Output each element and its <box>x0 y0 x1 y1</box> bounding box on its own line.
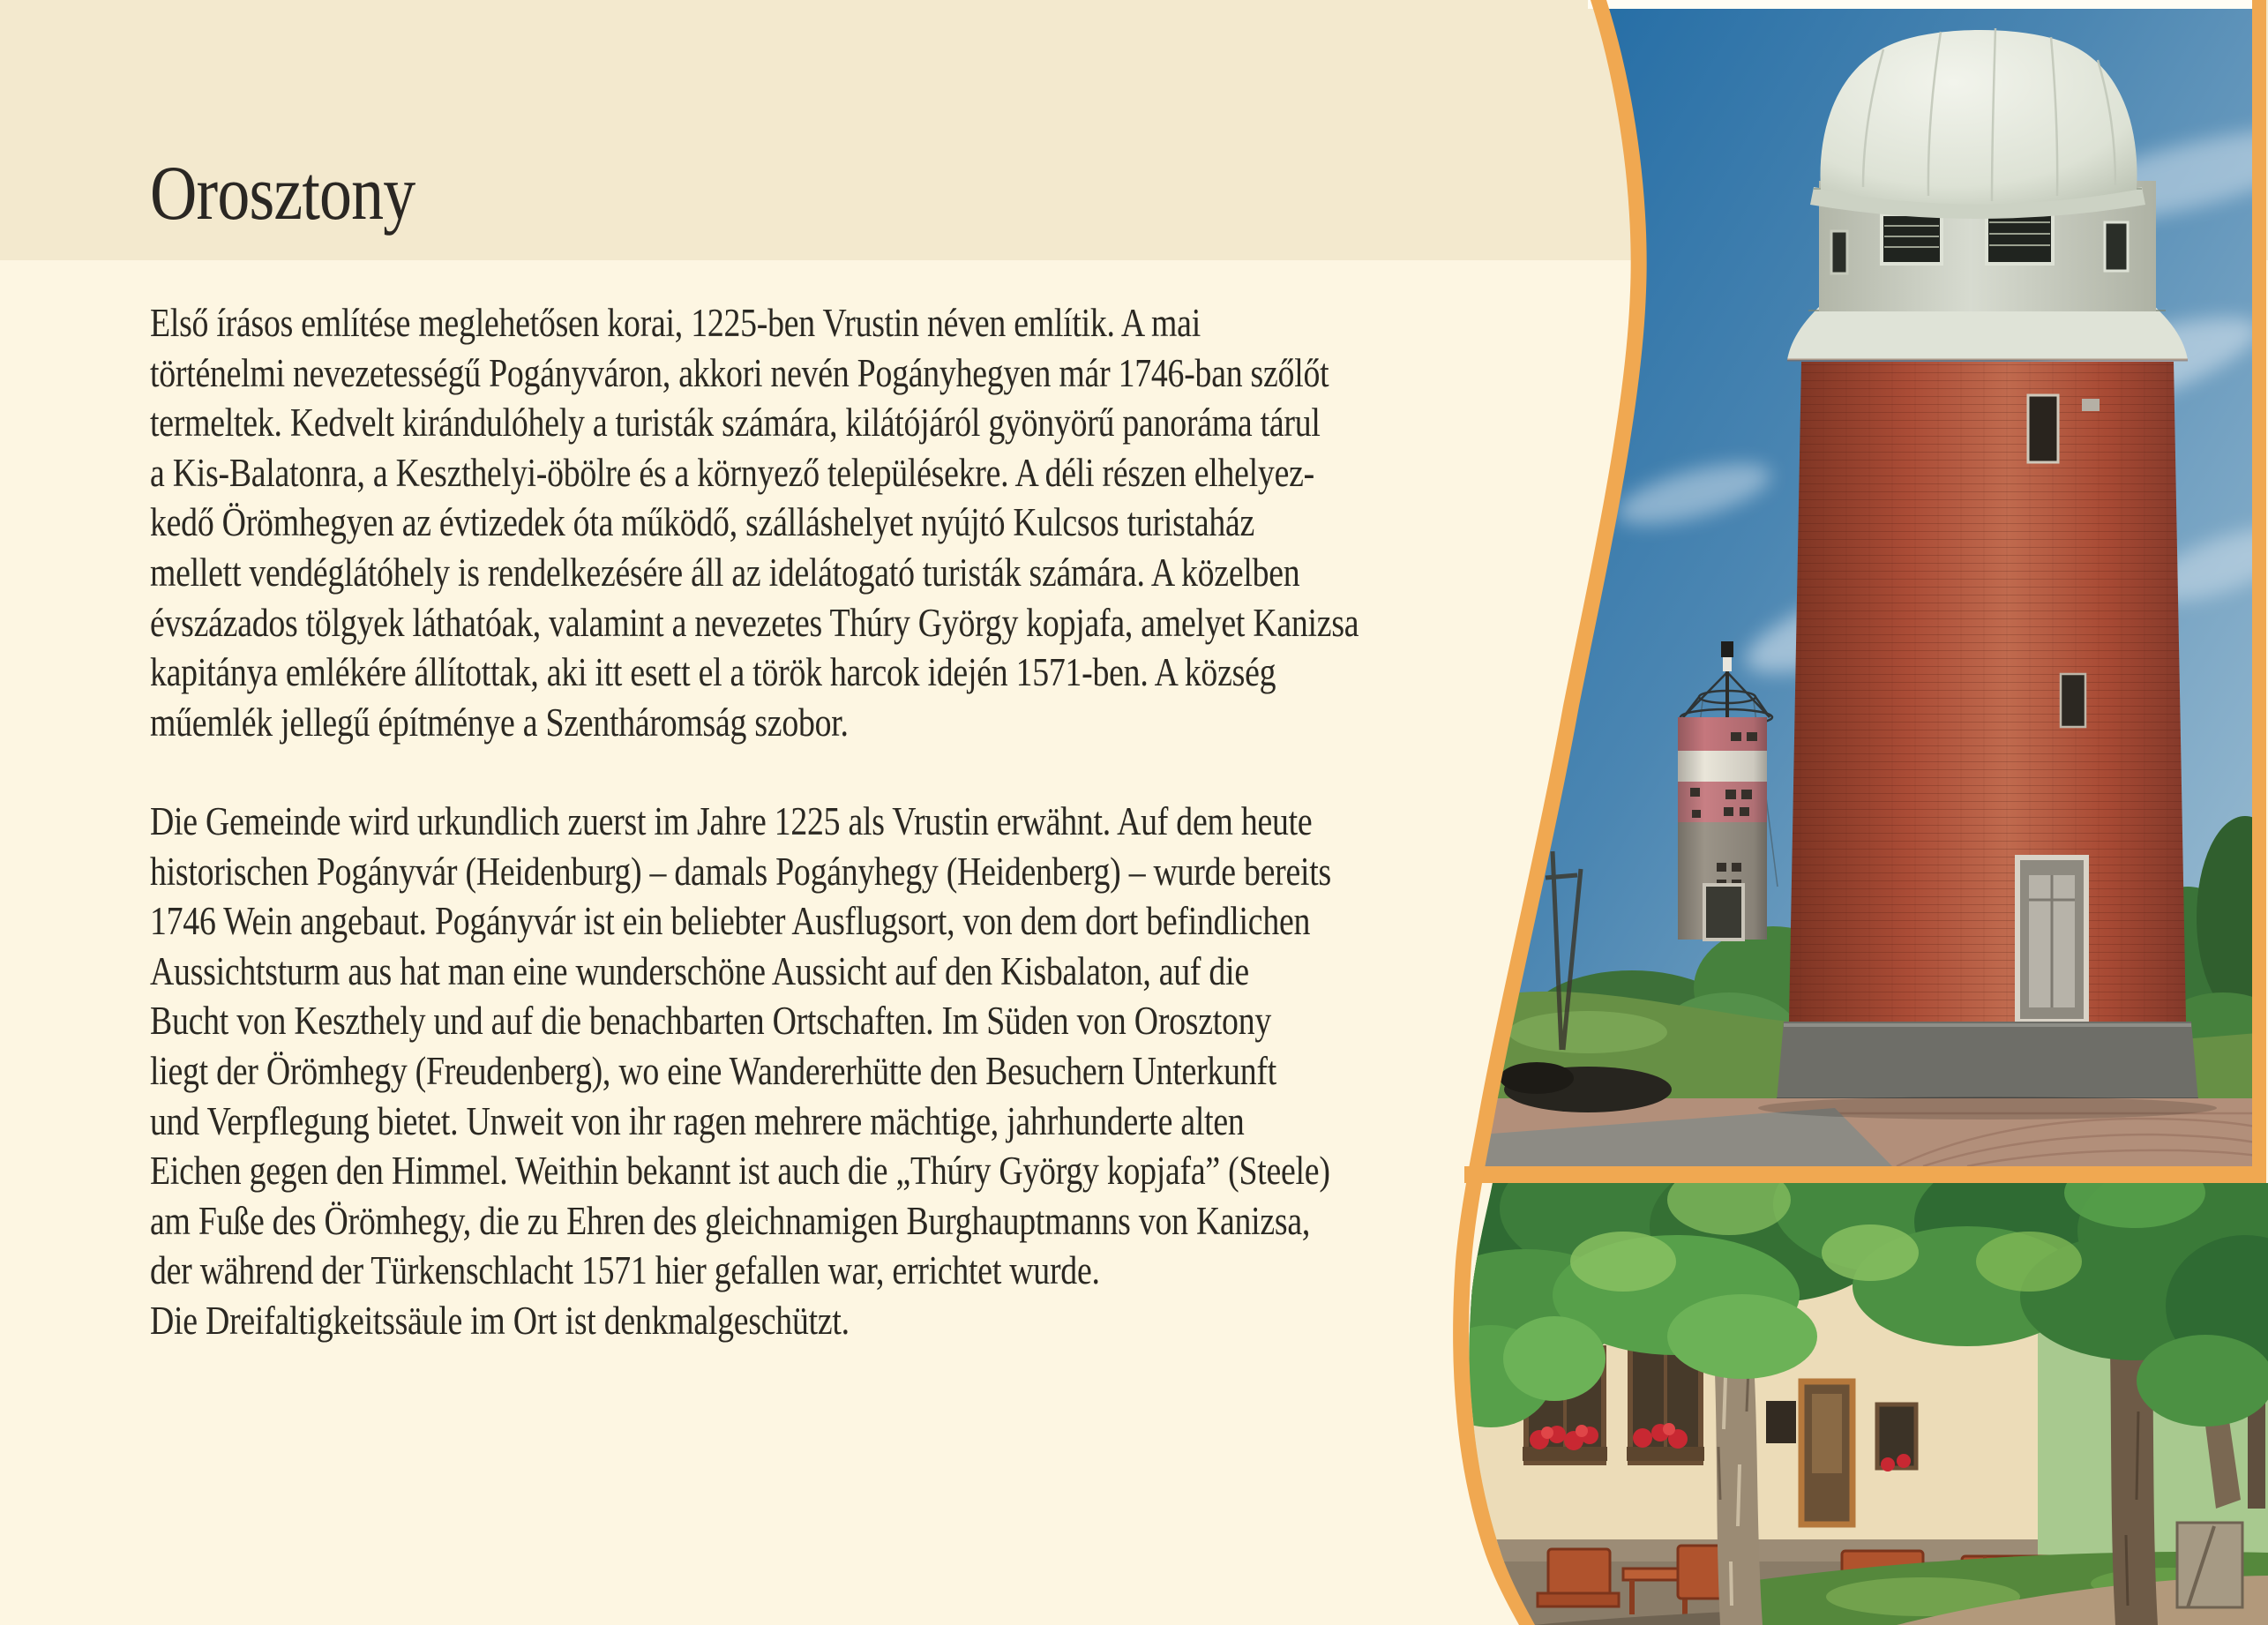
text-line: kedő Örömhegyen az évtizedek óta működő, szálláshelyet nyújtó Kulcsos turistaház <box>150 500 1255 545</box>
cornice-skirt <box>1787 304 2188 360</box>
text-line: liegt der Örömhegy (Freudenberg), wo eine Wandererhütte den Besuchern Unterkunft <box>150 1048 1276 1093</box>
tower-lamp <box>2082 399 2100 411</box>
entrance-door <box>1801 1382 1853 1524</box>
text-line: műemlék jellegű építménye a Szentháromság szobor. <box>150 700 849 745</box>
bottom-photo <box>1411 1134 2268 1625</box>
text-line: Die Dreifaltigkeitssäule im Ort ist denkmalgeschützt. <box>150 1298 850 1343</box>
small-tower-door <box>1704 885 1743 940</box>
text-line: történelmi nevezetességű Pogányváron, akkori nevén Pogányhegyen már 1746-ban szőlőt <box>150 350 1329 395</box>
paragraph-hungarian <box>150 298 1359 747</box>
photo-scene <box>1411 0 2268 1625</box>
paragraph-german <box>150 797 1331 1346</box>
text-line: mellett vendéglátóhely is rendelkezésére áll az idelátogató turisták számára. A közelben <box>150 550 1300 595</box>
text-line: historischen Pogányvár (Heidenburg) – damals Pogányhegy (Heidenberg) – wurde bereits <box>150 849 1331 894</box>
page-title: Orosztony <box>150 151 415 236</box>
text-line: Die Gemeinde wird urkundlich zuerst im Jahre 1225 als Vrustin erwähnt. Auf dem heute <box>150 799 1313 843</box>
tower-window-upper <box>2028 395 2058 462</box>
tower-plinth <box>1777 1022 2198 1101</box>
photo-divider-band <box>1464 1166 2266 1183</box>
photo-right-stripe <box>2252 0 2266 1183</box>
text-line: Aussichtsturm aus hat man eine wunderschöne Aussicht auf den Kisbalaton, auf die <box>150 948 1249 993</box>
grass-highlight <box>1508 1011 1667 1053</box>
text-line: 1746 Wein angebaut. Pogányvár ist ein beliebter Ausflugsort, von dem dort befindlichen <box>150 899 1311 944</box>
text-line: Bucht von Keszthely und auf die benachbarten Ortschaften. Im Süden von Orosztony <box>150 999 1271 1044</box>
text-line: und Verpflegung bietet. Unweit von ihr ragen mehrere mächtige, jahrhunderte alten <box>150 1098 1245 1143</box>
photo-top-white-edge <box>1588 0 2252 9</box>
water-tower <box>1777 28 2198 1101</box>
text-line: évszázados tölgyek láthatóak, valamint a nevezetes Thúry György kopjafa, amelyet Kanizsa <box>150 600 1359 645</box>
tower-door <box>2017 857 2086 1022</box>
window-3 <box>1877 1404 1916 1471</box>
text-line: termeltek. Kedvelt kirándulóhely a turisták számára, kilátójáról gyönyörű panoráma tárul <box>150 401 1321 446</box>
window-small <box>1766 1401 1796 1443</box>
text-line: am Fuße des Örömhegy, die zu Ehren des gleichnamigen Burghauptmanns von Kanizsa, <box>150 1198 1311 1243</box>
wooden-sign <box>2177 1523 2242 1607</box>
text-line: der während der Türkenschlacht 1571 hier gefallen war, errichtet wurde. <box>150 1248 1100 1293</box>
text-line: kapitánya emlékére állítottak, aki itt esett el a török harcok idején 1571-ben. A község <box>150 650 1276 695</box>
text-line: a Kis-Balatonra, a Keszthelyi-öbölre és a környező településekre. A déli részen elhelyez- <box>150 450 1314 495</box>
text-line: Eichen gegen den Himmel. Weithin bekannt ist auch die „Thúry György kopjafa” (Steele) <box>150 1149 1330 1194</box>
tower-window-lower <box>2061 674 2085 727</box>
text-line: Első írásos említése meglehetősen korai, 1225-ben Vrustin néven említik. A mai <box>150 301 1201 345</box>
